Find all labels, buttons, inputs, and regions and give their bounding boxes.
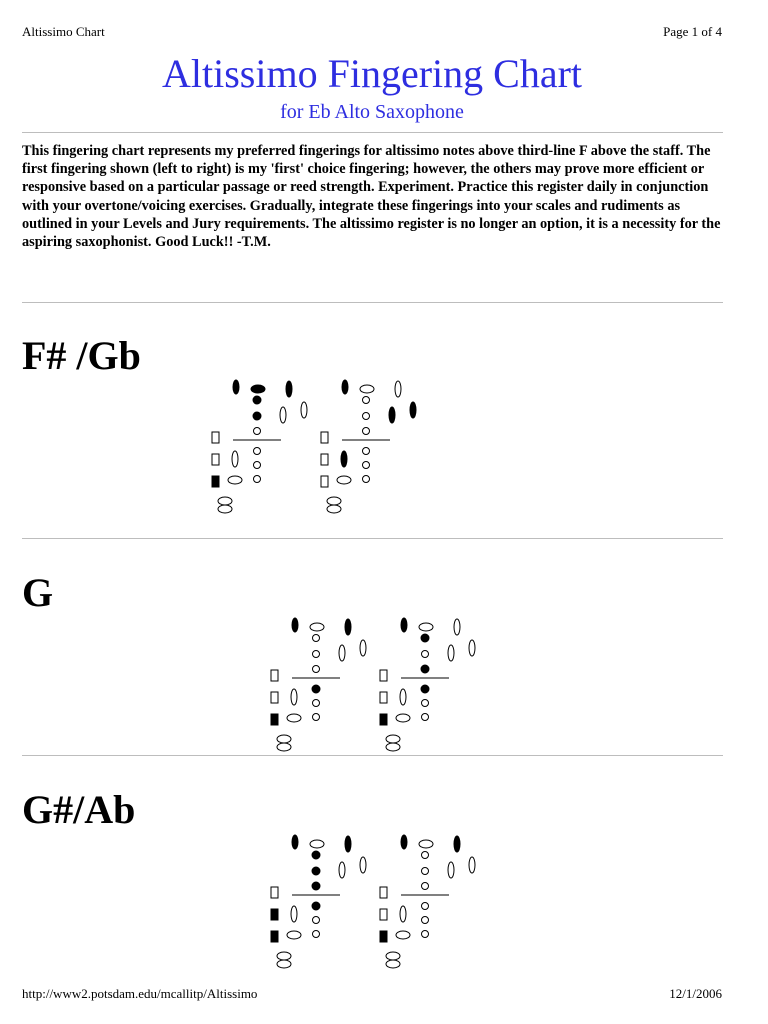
side-bb-key-icon [396,931,410,939]
right-hand-key-icon [254,476,261,483]
side-c-key-icon [341,451,347,467]
left-hand-key-icon [254,428,261,435]
low-key-icon [212,476,219,487]
octave-key-icon [401,618,407,632]
right-hand-key-icon [312,902,320,910]
fingering-diagram [373,827,483,972]
low-c-key-icon [386,743,400,751]
right-hand-key-icon [312,685,320,693]
low-key-icon [271,931,278,942]
low-key-icon [321,432,328,443]
left-hand-key-icon [422,651,429,658]
right-hand-key-icon [313,917,320,924]
side-c-key-icon [400,906,406,922]
header-title: Altissimo Chart [22,24,105,39]
front-f-key-icon [419,623,433,631]
palm-eb-key-icon [339,645,345,661]
left-hand-key-icon [422,883,429,890]
low-c-key-icon [386,735,400,743]
palm-eb-key-icon [339,862,345,878]
fingering-diagram [205,372,295,517]
left-hand-key-icon [422,852,429,859]
right-hand-key-icon [313,714,320,721]
palm-f-key-icon [469,640,475,656]
left-hand-key-icon [363,413,370,420]
right-hand-key-icon [421,685,429,693]
side-bb-key-icon [228,476,242,484]
low-key-icon [271,714,278,725]
low-key-icon [380,887,387,898]
octave-key-icon [342,380,348,394]
low-c-key-icon [277,952,291,960]
left-hand-key-icon [312,851,320,859]
divider [22,755,723,756]
low-key-icon [271,670,278,681]
page-subtitle: for Eb Alto Saxophone [280,101,464,123]
left-hand-key-icon [421,634,429,642]
left-hand-key-icon [312,882,320,890]
low-key-icon [271,909,278,920]
palm-eb-key-icon [389,407,395,423]
low-c-key-icon [386,952,400,960]
side-bb-key-icon [287,931,301,939]
low-c-key-icon [327,497,341,505]
octave-key-icon [292,835,298,849]
low-c-key-icon [218,497,232,505]
palm-f-key-icon [301,402,307,418]
low-key-icon [271,887,278,898]
palm-eb-key-icon [280,407,286,423]
right-hand-key-icon [422,903,429,910]
note-heading-gsharp: G#/Ab [22,787,136,832]
octave-key-icon [292,618,298,632]
divider [22,538,723,539]
low-c-key-icon [277,960,291,968]
footer-url: http://www2.potsdam.edu/mcallitp/Altissimo [22,986,258,1001]
side-bb-key-icon [396,714,410,722]
right-hand-key-icon [422,917,429,924]
palm-d-key-icon [454,619,460,635]
low-c-key-icon [277,743,291,751]
palm-f-key-icon [360,857,366,873]
palm-d-key-icon [345,619,351,635]
note-heading-fsharp: F# /Gb [22,333,141,378]
page-title: Altissimo Fingering Chart [162,51,582,96]
low-key-icon [212,432,219,443]
front-f-key-icon [251,385,265,393]
octave-key-icon [233,380,239,394]
right-hand-key-icon [422,714,429,721]
right-hand-key-icon [422,700,429,707]
side-bb-key-icon [337,476,351,484]
front-f-key-icon [419,840,433,848]
right-hand-key-icon [254,448,261,455]
low-c-key-icon [218,505,232,513]
left-hand-key-icon [253,396,261,404]
palm-f-key-icon [469,857,475,873]
octave-key-icon [401,835,407,849]
low-key-icon [321,476,328,487]
palm-f-key-icon [410,402,416,418]
fingering-diagram [264,610,374,755]
low-c-key-icon [386,960,400,968]
palm-f-key-icon [360,640,366,656]
right-hand-key-icon [254,462,261,469]
palm-d-key-icon [454,836,460,852]
low-c-key-icon [327,505,341,513]
palm-d-key-icon [345,836,351,852]
divider [22,132,723,133]
front-f-key-icon [360,385,374,393]
front-f-key-icon [310,623,324,631]
right-hand-key-icon [313,931,320,938]
side-c-key-icon [400,689,406,705]
fingering-diagram [264,827,374,972]
left-hand-key-icon [312,867,320,875]
low-c-key-icon [277,735,291,743]
palm-eb-key-icon [448,862,454,878]
left-hand-key-icon [421,665,429,673]
low-key-icon [380,670,387,681]
right-hand-key-icon [422,931,429,938]
page-number: Page 1 of 4 [663,24,722,39]
palm-d-key-icon [395,381,401,397]
footer-date: 12/1/2006 [669,986,722,1001]
right-hand-key-icon [363,448,370,455]
side-c-key-icon [291,689,297,705]
low-key-icon [380,909,387,920]
left-hand-key-icon [253,412,261,420]
low-key-icon [271,692,278,703]
low-key-icon [380,931,387,942]
low-key-icon [321,454,328,465]
low-key-icon [380,714,387,725]
palm-eb-key-icon [448,645,454,661]
low-key-icon [212,454,219,465]
divider [22,302,723,303]
left-hand-key-icon [313,651,320,658]
left-hand-key-icon [363,397,370,404]
low-key-icon [380,692,387,703]
front-f-key-icon [310,840,324,848]
left-hand-key-icon [313,666,320,673]
note-heading-g: G [22,570,54,615]
side-c-key-icon [232,451,238,467]
intro-paragraph: This fingering chart represents my preferred fingerings for altissimo notes above third-line F above the staff. The first fingering shown (left to right) is my 'first' choice fingering; however, the others may prove more efficient or responsive based on a particular passage or reed strength. Experiment. Practice this register daily in conjunction with your overtone/voicing exercises. Gradually, integrate these fingerings into your scales and rudiments as outlined in your Levels and Jury requirements. The altissimo register is no longer an option, it is a necessity for the aspiring saxophonist. Good Luck!! -T.M. [22,143,721,251]
right-hand-key-icon [363,476,370,483]
left-hand-key-icon [422,868,429,875]
fingering-diagram [373,610,483,755]
side-c-key-icon [291,906,297,922]
left-hand-key-icon [313,635,320,642]
fingering-diagram [314,372,424,517]
left-hand-key-icon [363,428,370,435]
right-hand-key-icon [363,462,370,469]
palm-d-key-icon [286,381,292,397]
side-bb-key-icon [287,714,301,722]
right-hand-key-icon [313,700,320,707]
